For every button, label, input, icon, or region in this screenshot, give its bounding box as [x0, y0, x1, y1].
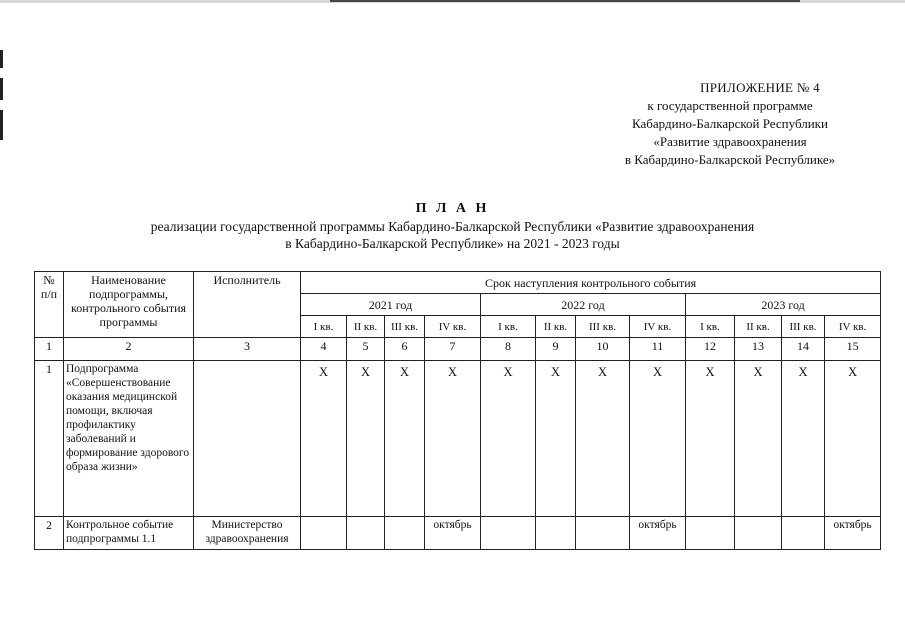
- row-name: Подпрограмма «Совершенствование оказания медицинской помощи, включая профилактику заболеваний и формирование здорового образа жизни»: [64, 361, 194, 517]
- header-quarter: II кв.: [735, 316, 782, 338]
- column-number: 1: [35, 338, 64, 361]
- header-quarter: III кв.: [385, 316, 425, 338]
- row-cell: [735, 517, 782, 550]
- header-quarter: II кв.: [536, 316, 576, 338]
- row-cell: [481, 517, 536, 550]
- column-number: 3: [194, 338, 301, 361]
- header-quarter: II кв.: [347, 316, 385, 338]
- header-quarter: I кв.: [481, 316, 536, 338]
- column-number: 5: [347, 338, 385, 361]
- column-number: 6: [385, 338, 425, 361]
- table-row: [35, 361, 881, 517]
- binding-mark: [0, 50, 3, 68]
- annex-line: ПРИЛОЖЕНИЕ № 4: [700, 80, 820, 95]
- row-cell: X: [481, 361, 536, 517]
- column-number: 7: [425, 338, 481, 361]
- scan-edge-mark: [330, 0, 800, 2]
- row-cell: X: [735, 361, 782, 517]
- column-number: 2: [64, 338, 194, 361]
- document-title: [0, 200, 905, 252]
- row-cell: [536, 517, 576, 550]
- title-line: в Кабардино-Балкарской Республике» на 2021 - 2023 годы: [285, 236, 620, 251]
- row-cell: X: [576, 361, 630, 517]
- header-quarter: IV кв.: [425, 316, 481, 338]
- column-number: 4: [301, 338, 347, 361]
- header-year: 2021 год: [301, 294, 481, 316]
- column-number: 9: [536, 338, 576, 361]
- annex-line: Кабардино-Балкарской Республики: [632, 116, 828, 131]
- table-row: [35, 517, 881, 550]
- row-cell: X: [782, 361, 825, 517]
- column-number: 15: [825, 338, 881, 361]
- row-num: 2: [35, 517, 64, 550]
- row-cell: октябрь: [630, 517, 686, 550]
- column-number: 12: [686, 338, 735, 361]
- plan-table: [34, 271, 881, 550]
- column-number: 11: [630, 338, 686, 361]
- header-year: 2023 год: [686, 294, 881, 316]
- header-quarter: I кв.: [686, 316, 735, 338]
- row-cell: X: [536, 361, 576, 517]
- header-quarter: III кв.: [782, 316, 825, 338]
- row-cell: [385, 517, 425, 550]
- row-name: Контрольное событие подпрограммы 1.1: [64, 517, 194, 550]
- row-cell: X: [425, 361, 481, 517]
- row-executor: [194, 361, 301, 517]
- header-name: Наименование подпрограммы, контрольного события программы: [64, 272, 194, 338]
- row-cell: [576, 517, 630, 550]
- row-cell: [347, 517, 385, 550]
- row-cell: X: [686, 361, 735, 517]
- header-quarter: I кв.: [301, 316, 347, 338]
- row-cell: октябрь: [425, 517, 481, 550]
- header-deadline: Срок наступления контрольного события: [301, 272, 881, 294]
- row-executor: Министерство здравоохранения: [194, 517, 301, 550]
- column-number: 8: [481, 338, 536, 361]
- row-cell: X: [301, 361, 347, 517]
- binding-mark: [0, 78, 3, 100]
- header-quarter: III кв.: [576, 316, 630, 338]
- row-cell: октябрь: [825, 517, 881, 550]
- row-cell: X: [347, 361, 385, 517]
- column-number: 14: [782, 338, 825, 361]
- row-cell: [686, 517, 735, 550]
- header-quarter: IV кв.: [630, 316, 686, 338]
- column-number: 13: [735, 338, 782, 361]
- header-quarter: IV кв.: [825, 316, 881, 338]
- plan-heading: П Л А Н: [415, 201, 490, 216]
- annex-header: [560, 79, 900, 169]
- header-year: 2022 год: [481, 294, 686, 316]
- annex-line: в Кабардино-Балкарской Республике»: [624, 152, 836, 167]
- row-cell: [301, 517, 347, 550]
- header-num: № п/п: [35, 272, 64, 338]
- title-line: реализации государственной программы Кабардино-Балкарской Республики «Развитие здравоохранения: [150, 219, 755, 234]
- row-cell: [782, 517, 825, 550]
- row-num: 1: [35, 361, 64, 517]
- annex-line: «Развитие здравоохранения: [653, 134, 807, 149]
- binding-mark: [0, 110, 3, 140]
- row-cell: X: [385, 361, 425, 517]
- header-executor: Исполнитель: [194, 272, 301, 338]
- column-number: 10: [576, 338, 630, 361]
- annex-line: к государственной программе: [647, 98, 813, 113]
- row-cell: X: [825, 361, 881, 517]
- row-cell: X: [630, 361, 686, 517]
